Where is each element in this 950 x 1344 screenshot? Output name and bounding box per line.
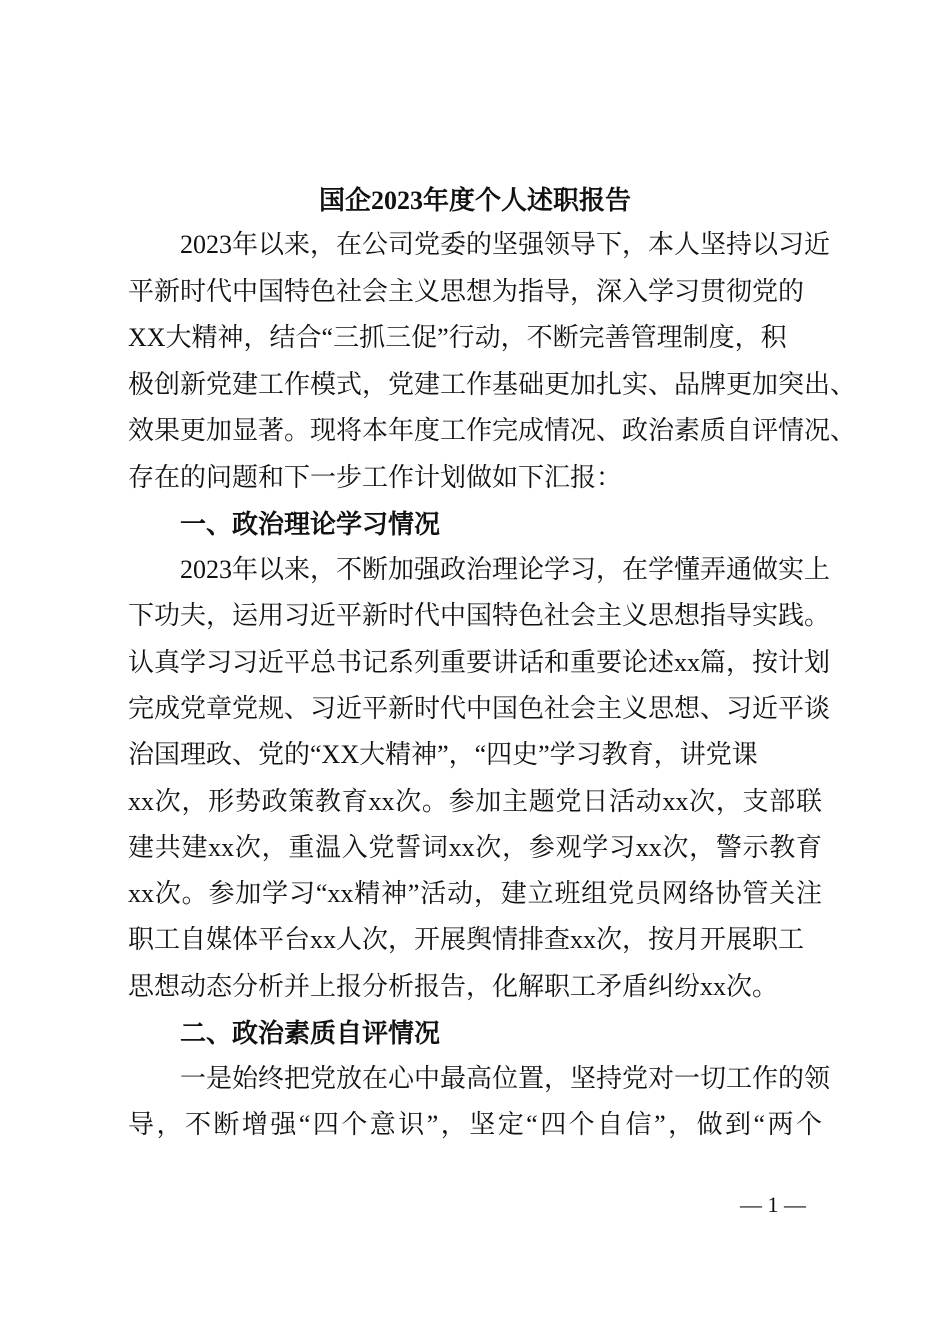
- paragraph-line: 效果更加显著。现将本年度工作完成情况、政治素质自评情况、: [128, 416, 857, 445]
- paragraph-line: XX大精神，结合“三抓三促”行动，不断完善管理制度，积: [128, 323, 787, 352]
- paragraph-line: 极创新党建工作模式，党建工作基础更加扎实、品牌更加突出、: [128, 370, 857, 399]
- paragraph-line: 思想动态分析并上报分析报告，化解职工矛盾纠纷xx次。: [128, 972, 779, 1001]
- section-heading: 一、政治理论学习情况: [180, 509, 441, 539]
- paragraph-line: xx次，形势政策教育xx次。参加主题党日活动xx次，支部联: [128, 787, 822, 816]
- section-heading: 二、政治素质自评情况: [180, 1018, 441, 1048]
- paragraph-line: 平新时代中国特色社会主义思想为指导，深入学习贯彻党的: [128, 277, 805, 306]
- paragraph-line: 导，不断增强“四个意识”，坚定“四个自信”，做到“两个: [128, 1110, 822, 1139]
- paragraph-line: 一是始终把党放在心中最高位置，坚持党对一切工作的领: [180, 1064, 831, 1093]
- paragraph-line: 2023年以来，不断加强政治理论学习，在学懂弄通做实上: [180, 555, 831, 584]
- paragraph-line: 认真学习习近平总书记系列重要讲话和重要论述xx篇，按计划: [128, 648, 831, 677]
- page-number: — 1 —: [740, 1192, 806, 1217]
- document-title: 国企2023年度个人述职报告: [318, 186, 631, 215]
- paragraph-line: 建共建xx次，重温入党誓词xx次，参观学习xx次，警示教育: [128, 833, 822, 862]
- paragraph-line: xx次。参加学习“xx精神”活动，建立班组党员网络协管关注: [128, 879, 822, 908]
- paragraph-line: 职工自媒体平台xx人次，开展舆情排查xx次，按月开展职工: [128, 925, 805, 954]
- paragraph-line: 存在的问题和下一步工作计划做如下汇报：: [128, 463, 623, 492]
- paragraph-line: 完成党章党规、习近平新时代中国色社会主义思想、习近平谈: [128, 694, 831, 723]
- paragraph-line: 治国理政、党的“XX大精神”，“四史”学习教育，讲党课: [128, 740, 758, 769]
- paragraph-line: 2023年以来，在公司党委的坚强领导下，本人坚持以习近: [180, 230, 831, 259]
- paragraph-line: 下功夫，运用习近平新时代中国特色社会主义思想指导实践。: [128, 601, 831, 630]
